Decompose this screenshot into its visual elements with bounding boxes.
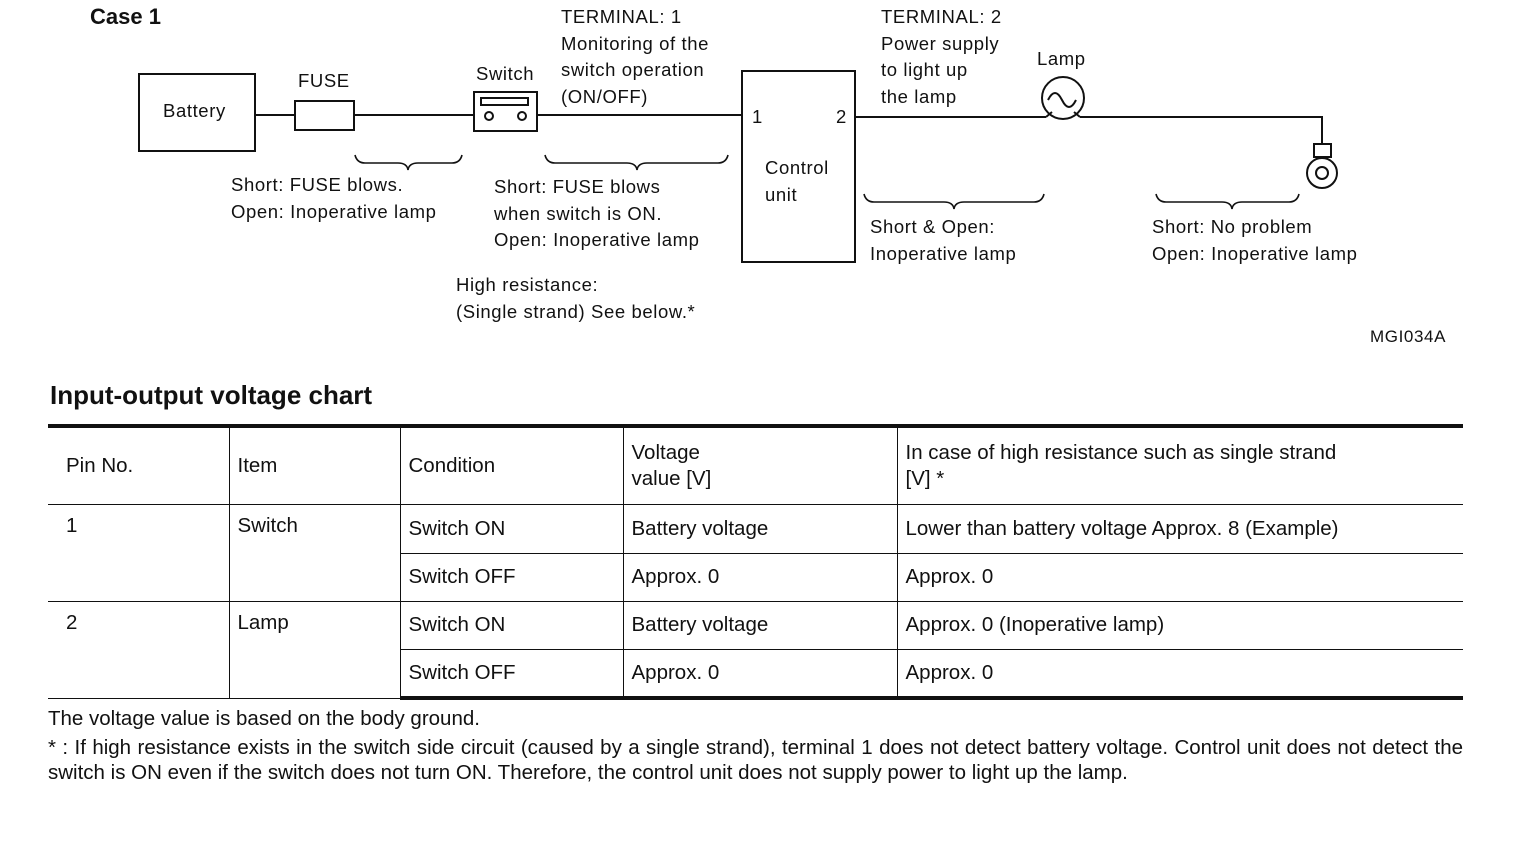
header-condition: Condition	[400, 426, 623, 504]
header-high-resistance: In case of high resistance such as single strand [V] *	[897, 426, 1463, 504]
lamp-wire-fault-note: Short & Open: Inoperative lamp	[870, 216, 1017, 264]
high-resistance-cell: Lower than battery voltage Approx. 8 (Example)	[897, 504, 1463, 553]
chart-notes	[48, 706, 1463, 789]
lamp-label: Lamp	[1037, 48, 1086, 69]
voltage-cell: Approx. 0	[623, 553, 897, 601]
bracket-fuse-wire	[355, 155, 462, 170]
switch-wire-fault-note: Short: FUSE blows when switch is ON. Open: Inoperative lamp	[494, 176, 700, 250]
fuse-wire-fault-note: Short: FUSE blows. Open: Inoperative lamp	[231, 174, 437, 222]
fuse-symbol	[295, 101, 354, 130]
voltage-cell: Battery voltage	[623, 504, 897, 553]
bracket-lamp-wire	[864, 194, 1044, 209]
condition-cell: Switch ON	[400, 504, 623, 553]
pin-1-label: 1	[752, 106, 763, 127]
battery-label: Battery	[163, 100, 226, 121]
high-resistance-cell: Approx. 0	[897, 553, 1463, 601]
high-resistance-note: High resistance: (Single strand) See below.*	[456, 274, 696, 322]
pin-cell: 1	[48, 504, 229, 601]
chart-title: Input-output voltage chart	[50, 380, 373, 410]
pin-cell: 2	[48, 601, 229, 698]
terminal-1-description: TERMINAL: 1 Monitoring of the switch operation (ON/OFF)	[561, 6, 710, 107]
figure-code: MGI034A	[1370, 327, 1447, 346]
bracket-ground-wire	[1156, 194, 1299, 209]
header-voltage: Voltage value [V]	[623, 426, 897, 504]
table-header-row	[48, 426, 1463, 504]
switch-label: Switch	[476, 63, 535, 84]
condition-cell: Switch OFF	[400, 649, 623, 698]
bracket-switch-wire	[545, 155, 728, 170]
condition-cell: Switch OFF	[400, 553, 623, 601]
voltage-chart-table	[48, 424, 1463, 700]
lamp-symbol	[1042, 77, 1084, 119]
asterisk-note: * : If high resistance exists in the switch side circuit (caused by a single strand), terminal 1 does not detect battery voltage. Control unit does not detect the switch is ON even if the switch does not turn ON. Therefore, the control unit does not supply power to light up the lamp.	[48, 736, 1463, 784]
voltage-cell: Battery voltage	[623, 601, 897, 649]
header-item: Item	[229, 426, 400, 504]
ground-wire-fault-note: Short: No problem Open: Inoperative lamp	[1152, 216, 1358, 264]
high-resistance-cell: Approx. 0	[897, 649, 1463, 698]
header-pin: Pin No.	[48, 426, 229, 504]
voltage-cell: Approx. 0	[623, 649, 897, 698]
table-row	[48, 601, 1463, 649]
ground-terminal-icon	[1307, 144, 1337, 188]
item-cell: Lamp	[229, 601, 400, 698]
terminal-2-description: TERMINAL: 2 Power supply to light up the lamp	[881, 6, 1002, 107]
fuse-label: FUSE	[298, 70, 350, 91]
control-unit-label: Control unit	[765, 157, 829, 205]
condition-cell: Switch ON	[400, 601, 623, 649]
case-title: Case 1	[90, 4, 161, 29]
pin-2-label: 2	[836, 106, 847, 127]
table-row	[48, 504, 1463, 553]
switch-symbol	[474, 92, 537, 131]
wire-lamp-ground	[1080, 117, 1322, 144]
item-cell: Switch	[229, 504, 400, 601]
high-resistance-cell: Approx. 0 (Inoperative lamp)	[897, 601, 1463, 649]
ground-note: The voltage value is based on the body ground.	[48, 707, 480, 730]
